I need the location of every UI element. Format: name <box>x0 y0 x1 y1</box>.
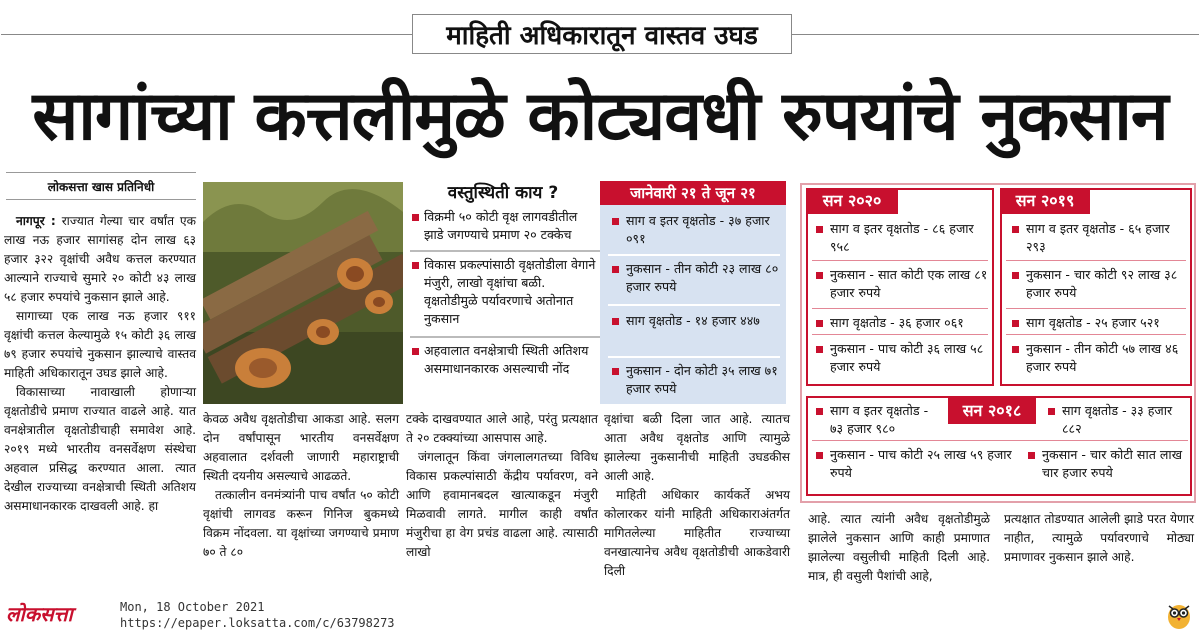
article-column-4 <box>604 410 790 595</box>
divider <box>410 250 600 252</box>
year-2020-item: साग व इतर वृक्षतोड - ८६ हजार ९५८ <box>816 220 988 256</box>
divider <box>1006 334 1186 335</box>
divider <box>608 254 780 256</box>
dateline: नागपूर : <box>16 214 56 228</box>
divider <box>608 304 780 306</box>
year-2019-item: साग व इतर वृक्षतोड - ६५ हजार २९३ <box>1012 220 1188 256</box>
year-2019-item: नुकसान - तीन कोटी ५७ लाख ४६ हजार रुपये <box>1012 340 1188 376</box>
year-2018-item: साग व इतर वृक्षतोड - ७३ हजार ९८० <box>816 402 942 438</box>
period-item: नुकसान - दोन कोटी ३५ लाख ७१ हजार रुपये <box>612 362 782 398</box>
divider <box>812 440 1022 441</box>
period-item: साग वृक्षतोड - १४ हजार ४४७ <box>612 312 782 330</box>
divider <box>1022 440 1188 441</box>
divider <box>410 336 600 338</box>
loksatta-logo: लोकसत्ता <box>6 602 73 626</box>
year-2020-title: सन २०२० <box>806 188 898 214</box>
article-column-5 <box>808 510 990 590</box>
fact-item: विक्रमी ५० कोटी वृक्ष लागवडीतील झाडे जगण्याचे प्रमाण २० टक्केच <box>410 208 596 244</box>
year-2019-item: साग वृक्षतोड - २५ हजार ५२१ <box>1012 314 1188 332</box>
owl-icon <box>1166 600 1192 630</box>
fact-item: विकास प्रकल्पांसाठी वृक्षतोडीला वेगाने मंजुरी, लाखो वृक्षांचा बळी. वृक्षतोडीमुळे पर्यावरणाचे अतोनात नुकसान <box>410 256 596 328</box>
article-paragraph <box>4 212 196 307</box>
kicker <box>412 14 792 54</box>
article-column-3 <box>406 410 598 595</box>
epaper-url[interactable]: https://epaper.loksatta.com/c/63798273 <box>120 616 395 630</box>
year-2020-item: नुकसान - सात कोटी एक लाख ८१ हजार रुपये <box>816 266 988 302</box>
article-paragraph: सागाच्या एक लाख नऊ हजार ९११ वृक्षांची कत्तल केल्यामुळे १५ कोटी ३६ लाख ७९ हजार रुपयांचे नुकसान झाल्याचे वास्तव माहिती अधिकारातून उघड झाले आहे. <box>4 309 196 380</box>
year-2018-title: सन २०१८ <box>948 398 1036 424</box>
facts-title: वस्तुस्थिती काय ? <box>447 183 559 203</box>
period-title: जानेवारी २१ ते जून २१ <box>600 181 786 205</box>
divider <box>812 260 988 261</box>
year-2019-title: सन २०१९ <box>1000 188 1090 214</box>
article-paragraph: माहिती अधिकार कार्यकर्ते अभय कोलारकर यांनी माहिती अधिकाराअंतर्गत मागितलेल्या माहितीत राज्याच्या वनखात्यानेच अवैध वृक्षतोडीची आकडेवारी दिली <box>604 488 790 578</box>
byline: लोकसत्ता खास प्रतिनिधी <box>6 172 196 200</box>
headline: सागांच्या कत्तलीमुळे कोट्यवधी रुपयांचे नुकसान <box>32 77 1168 156</box>
article-paragraph: जंगलातून किंवा जंगलालगतच्या विविध विकास प्रकल्पांसाठी केंद्रीय पर्यावरण, वने आणि हवामानबदल खात्याकडून मंजुरी मिळवावी लागते. मागील काही वर्षांत मंजुरीचा हा वेग प्रचंड वाढला आहे. त्यासाठी लाखो <box>406 450 598 559</box>
article-paragraph: तत्कालीन वनमंत्र्यांनी पाच वर्षांत ५० कोटी वृक्षांची लागवड करून गिनिज बुकमध्ये विक्रम नोंदवला. या वृक्षांच्या जगण्याचे प्रमाण ७० ते ८० <box>203 488 399 559</box>
kicker-text: माहिती अधिकारातून वास्तव उघड <box>446 21 758 51</box>
article-paragraph: टक्के दाखवण्यात आले आहे, परंतु प्रत्यक्षात ते २० टक्क्यांच्या आसपास आहे. <box>406 412 598 445</box>
divider <box>1006 260 1186 261</box>
divider <box>608 356 780 358</box>
article-paragraph: प्रत्यक्षात तोडण्यात आलेली झाडे परत येणार नाहीत, त्यामुळे पर्यावरणाचे मोठ्या प्रमाणावर नुकसान झाले आहे. <box>1004 512 1194 564</box>
divider <box>1006 308 1186 309</box>
year-2019-item: नुकसान - चार कोटी ९२ लाख ३८ हजार रुपये <box>1012 266 1188 302</box>
year-2018-item: नुकसान - चार कोटी सात लाख चार हजार रुपये <box>1028 446 1188 482</box>
teak-logs-illustration <box>203 182 403 404</box>
divider <box>812 334 988 335</box>
edition-date: Mon, 18 October 2021 <box>120 600 265 614</box>
year-2020-item: नुकसान - पाच कोटी ३६ लाख ५८ हजार रुपये <box>816 340 988 376</box>
article-paragraph: आहे. त्यात त्यांनी अवैध वृक्षतोडीमुळे झालेले नुकसान आणि काही प्रमाणात झालेल्या वसुलीची माहिती दिली आहे. मात्र, ही वसुली पैशांची आहे, <box>808 512 990 583</box>
paragraph-text: राज्यात गेल्या चार वर्षांत एक लाख नऊ हजार सागांसह दोन लाख ६३ हजार ३२२ वृक्षांची अवैध कत्तल करण्यात आल्याने राज्याचे सुमारे २० कोटी ४३ लाख ५८ हजार रुपयांचे नुकसान झाले आहे. <box>4 214 197 304</box>
article-column-1 <box>4 212 196 592</box>
article-paragraph: केवळ अवैध वृक्षतोडीचा आकडा आहे. सलग दोन वर्षांपासून भारतीय वनसर्वेक्षण अहवालात दर्शवली जाणारी महाराष्ट्राची स्थिती दयनीय असल्याचे आढळते. <box>203 412 399 483</box>
owl-icon-svg <box>1166 600 1192 630</box>
year-2020-item: साग वृक्षतोड - ३६ हजार ०६१ <box>816 314 988 332</box>
article-column-2 <box>203 410 399 595</box>
period-item: नुकसान - तीन कोटी २३ लाख ८० हजार रुपये <box>612 260 782 296</box>
divider <box>812 308 988 309</box>
period-item: साग व इतर वृक्षतोड - ३७ हजार ०९१ <box>612 212 782 248</box>
fact-item: अहवालात वनक्षेत्राची स्थिती अतिशय असमाधानकारक असल्याची नोंद <box>410 342 596 378</box>
article-paragraph: वृक्षांचा बळी दिला जात आहे. त्यातच आता अवैध वृक्षतोड आणि त्यामुळे झालेल्या नुकसानीची माहिती उघडकीस आली आहे. <box>604 412 790 483</box>
teak-logs-photo <box>203 182 403 404</box>
year-2018-item: साग वृक्षतोड - ३३ हजार ८८२ <box>1048 402 1186 438</box>
year-2018-item: नुकसान - पाच कोटी २५ लाख ५९ हजार रुपये <box>816 446 1012 482</box>
article-paragraph: विकासाच्या नावाखाली होणाऱ्या वृक्षतोडीचे प्रमाण राज्यात वाढले आहे. यात वनक्षेत्रातील वृक्षतोडीचाही समावेश आहे. २०१९ मध्ये भारतीय वनसर्वेक्षण संस्थेचा अहवाल प्रसिद्ध करण्यात आला. त्यात देखील राज्याच्या वनक्षेत्राची स्थिती अतिशय असमाधानकारक दाखवली आहे. हा <box>4 385 196 513</box>
article-column-6 <box>1004 510 1194 590</box>
